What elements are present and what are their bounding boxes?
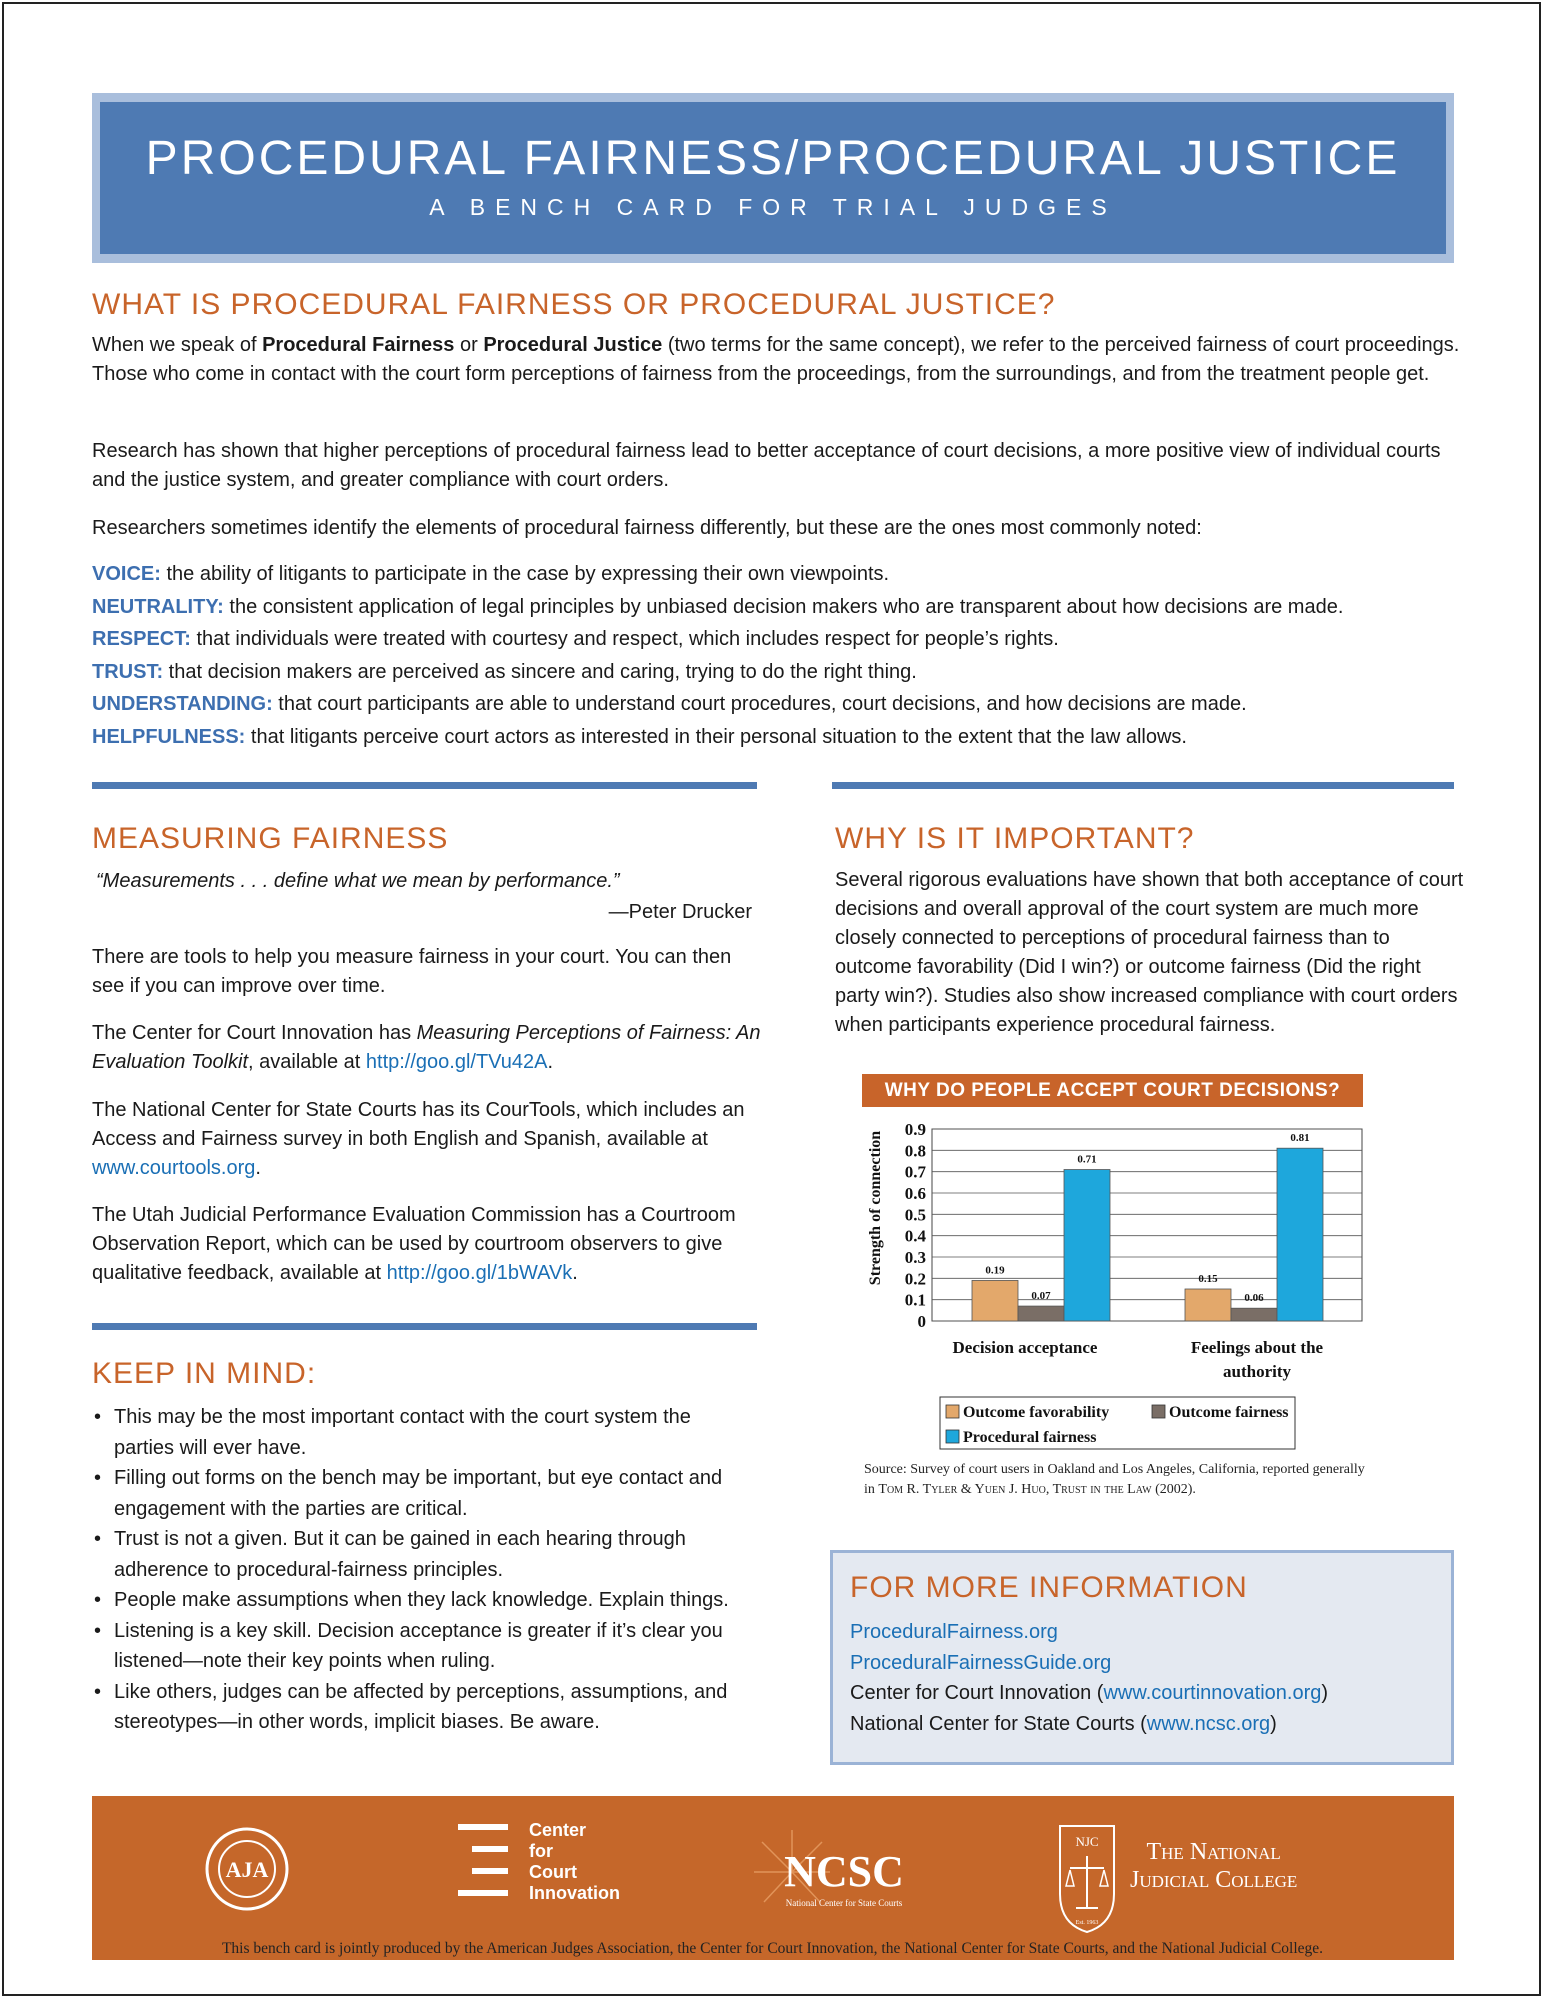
y-tick-label: 0	[917, 1312, 926, 1331]
elements-list	[92, 558, 1472, 753]
cci-logo-text: Center for Court Innovation	[529, 1820, 620, 1903]
more-info-box	[830, 1550, 1454, 1765]
element-helpfulness: HELPFULNESS: that litigants perceive court actors as interested in their personal situation to the extent that the law allows.	[92, 725, 1187, 748]
legend-swatch-procedural-fairness	[946, 1430, 959, 1443]
y-tick-label: 0.1	[904, 1290, 926, 1310]
measuring-paragraph-4: The Utah Judicial Performance Evaluation Commission has a Courtroom Observation Report, which can be used by courtroom observers to give qualitative feedback, available at http://goo.gl/1bWAVk.	[92, 1204, 736, 1284]
page-subtitle: A BENCH CARD FOR TRIAL JUDGES	[429, 194, 1117, 220]
ncsc-logo-text: NCSC	[784, 1847, 904, 1896]
element-trust: TRUST: that decision makers are perceived as sincere and caring, trying to do the right thing.	[92, 660, 917, 683]
list-item: • Filling out forms on the bench may be important, but eye contact and engagement with the parties are critical.	[92, 1463, 732, 1524]
y-tick-label: 0.8	[904, 1141, 926, 1161]
y-tick-label: 0.4	[904, 1226, 926, 1246]
sponsor-logo-band	[92, 1796, 1454, 1960]
ncsc-logo	[752, 1822, 932, 1922]
courtools-link[interactable]: www.courtools.org	[92, 1157, 256, 1179]
bar	[1185, 1289, 1231, 1321]
legend-label: Outcome fairness	[1169, 1404, 1289, 1421]
procedural-fairness-guide-link[interactable]: ProceduralFairnessGuide.org	[850, 1651, 1112, 1674]
utah-report-link[interactable]: http://goo.gl/1bWAVk	[386, 1262, 573, 1284]
bar-value-label: 0.15	[1198, 1273, 1218, 1285]
njc-seal	[1054, 1816, 1120, 1936]
legend-label: Procedural fairness	[963, 1429, 1097, 1446]
what-is-heading: WHAT IS PROCEDURAL FAIRNESS OR PROCEDURAL JUSTICE?	[92, 288, 1056, 321]
chart-legend	[940, 1397, 1295, 1449]
title-banner	[100, 102, 1446, 254]
cci-toolkit-link[interactable]: http://goo.gl/TVu42A	[365, 1051, 548, 1073]
bar-value-label: 0.07	[1031, 1290, 1051, 1303]
drucker-quote: “Measurements . . . define what we mean by performance.”	[96, 870, 620, 892]
bar	[1231, 1308, 1277, 1321]
element-understanding: UNDERSTANDING: that court participants are able to understand court procedures, court decisions, and how decisions are made.	[92, 693, 1247, 715]
category-label-2a: Feelings about the	[1190, 1338, 1324, 1357]
page-title: PROCEDURAL FAIRNESS/PROCEDURAL JUSTICE	[145, 132, 1401, 185]
acceptance-bar-chart	[862, 1107, 1372, 1457]
y-axis-label: Strength of connection	[867, 1130, 884, 1286]
measuring-paragraph-2: The Center for Court Innovation has Measuring Perceptions of Fairness: An Evaluation Toolkit, available at http://goo.gl/TVu42A.	[92, 1022, 761, 1073]
category-label-1: Decision acceptance	[952, 1338, 1098, 1357]
element-respect: RESPECT: that individuals were treated with courtesy and respect, which includes respect for people’s rights.	[92, 628, 1059, 650]
legend-label: Outcome favorability	[963, 1404, 1110, 1421]
list-item: • Trust is not a given. But it can be gained in each hearing through adherence to procedural-fairness principles.	[92, 1524, 732, 1585]
njc-seal-text: NJC	[1075, 1834, 1099, 1849]
aja-logo-text: AJA	[225, 1857, 269, 1882]
y-tick-label: 0.9	[904, 1120, 926, 1139]
why-paragraph: Several rigorous evaluations have shown that both acceptance of court decisions and overall approval of the court system are much more closely connected to perceptions of procedural fairness than to outcome favorability (Did I win?) or outcome fairness (Did the right party win?). Studies also show increased compliance with court orders when participants experience procedural fairness.	[835, 869, 1464, 1036]
what-is-paragraph-1: When we speak of Procedural Fairness or Procedural Justice (two terms for the same concept), we refer to the perceived fairness of court proceedings. Those who come in contact with the court form perceptions of fairness from the proceedings, from the surroundings, and from the treatment people get.	[92, 334, 1460, 385]
legend-swatch-outcome-fairness	[1152, 1405, 1165, 1418]
quote-attribution: —Peter Drucker	[608, 901, 752, 923]
category-label-2b: authority	[1223, 1362, 1291, 1381]
more-info-heading: FOR MORE INFORMATION	[850, 1571, 1248, 1604]
y-tick-label: 0.7	[904, 1162, 926, 1182]
keep-in-mind-divider	[92, 1323, 757, 1330]
more-info-list	[850, 1617, 1450, 1739]
section-divider-right	[832, 782, 1454, 789]
y-tick-label: 0.2	[904, 1269, 926, 1289]
measuring-paragraph-1: There are tools to help you measure fairness in your court. You can then see if you can improve over time.	[92, 946, 732, 997]
y-tick-label: 0.5	[904, 1205, 926, 1225]
cci-info-line: Center for Court Innovation (www.courtinnovation.org)	[850, 1682, 1329, 1704]
element-neutrality: NEUTRALITY: the consistent application of legal principles by unbiased decision makers who are transparent about how decisions are made.	[92, 595, 1344, 618]
bar	[972, 1280, 1018, 1321]
section-divider-left	[92, 782, 757, 789]
what-is-paragraph-2: Research has shown that higher perceptions of procedural fairness lead to better acceptance of court decisions, a more positive view of individual courts and the justice system, and greater compliance with court orders.	[92, 440, 1441, 491]
courtinnovation-link[interactable]: www.courtinnovation.org	[1103, 1682, 1322, 1704]
bar-value-label: 0.71	[1077, 1153, 1097, 1166]
bar	[1064, 1170, 1110, 1321]
ncsc-info-line: National Center for State Courts (www.ncsc.org)	[850, 1712, 1277, 1735]
bar	[1018, 1306, 1064, 1321]
ncsc-logo-subtext: National Center for State Courts	[785, 1898, 903, 1908]
njc-est-text: Est. 1963	[1075, 1920, 1099, 1926]
list-item: • People make assumptions when they lack knowledge. Explain things.	[92, 1585, 732, 1616]
bar-value-label: 0.06	[1244, 1292, 1264, 1305]
measuring-paragraph-3: The National Center for State Courts has its CourTools, which includes an Access and Fairness survey in both English and Spanish, available at www.courtools.org.	[92, 1099, 745, 1179]
bar-value-label: 0.81	[1290, 1132, 1310, 1145]
keep-in-mind-list	[92, 1402, 732, 1738]
aja-logo	[204, 1826, 290, 1912]
legend-swatch-outcome-favorability	[946, 1405, 959, 1418]
footer-note: This bench card is jointly produced by the American Judges Association, the Center for Court Innovation, the National Center for State Courts, and the National Judicial College.	[221, 1940, 1324, 1957]
list-item: • This may be the most important contact with the court system the parties will ever have.	[92, 1402, 732, 1463]
list-item: • Listening is a key skill. Decision acceptance is greater if it’s clear you listened—note their key points when ruling.	[92, 1616, 732, 1677]
measuring-heading: MEASURING FAIRNESS	[92, 822, 449, 855]
element-voice: VOICE: the ability of litigants to participate in the case by expressing their own viewpoints.	[92, 563, 890, 585]
procedural-fairness-link[interactable]: ProceduralFairness.org	[850, 1621, 1058, 1643]
bar-value-label: 0.19	[985, 1264, 1005, 1277]
njc-name: The National Judicial College	[1130, 1839, 1298, 1893]
why-heading: WHY IS IT IMPORTANT?	[835, 822, 1195, 855]
what-is-paragraph-3: Researchers sometimes identify the elements of procedural fairness differently, but these are the ones most commonly noted:	[92, 517, 1202, 539]
keep-in-mind-heading: KEEP IN MIND:	[92, 1357, 317, 1390]
chart-source: Source: Survey of court users in Oakland and Los Angeles, California, reported generally in Tom R. Tyler & Yuen J. Huo, Trust in the Law (2002).	[864, 1462, 1365, 1497]
ncsc-link[interactable]: www.ncsc.org	[1146, 1712, 1271, 1735]
chart-title: WHY DO PEOPLE ACCEPT COURT DECISIONS?	[862, 1074, 1363, 1107]
cci-logo	[458, 1824, 518, 1918]
y-tick-label: 0.3	[904, 1248, 926, 1267]
list-item: • Like others, judges can be affected by perceptions, assumptions, and stereotypes—in other words, implicit biases. Be aware.	[92, 1677, 732, 1738]
bar	[1277, 1148, 1323, 1321]
y-tick-label: 0.6	[904, 1184, 926, 1203]
